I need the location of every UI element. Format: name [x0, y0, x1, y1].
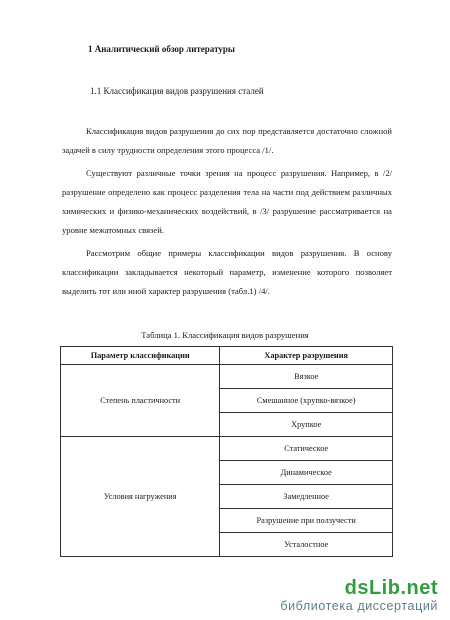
paragraph-line: разрушение определено как процесс разделения тела на части под действием различных	[62, 187, 392, 197]
paragraph-line: Рассмотрим общие примеры классификации видов разрушения. В основу	[86, 248, 392, 258]
table-cell-value: Хрупкое	[220, 413, 393, 437]
paragraph-2	[62, 164, 392, 240]
paragraph-line: классификации закладывается некоторый параметр, изменение которого позволяет	[62, 267, 392, 277]
subsection-heading: 1.1 Классификация видов разрушения сталей	[90, 86, 264, 96]
table-cell-value: Динамическое	[220, 461, 393, 485]
table-row	[61, 365, 393, 389]
watermark-subtitle: библиотека диссертаций	[280, 599, 438, 613]
table-header-character: Характер разрушения	[220, 347, 393, 365]
table-cell-value: Статическое	[220, 437, 393, 461]
table-cell-value: Разрушение при ползучести	[220, 509, 393, 533]
paragraph-line: химических и физико-механических воздействий, в /3/ разрушение рассматривается на	[62, 206, 392, 216]
classification-table	[60, 346, 393, 557]
table-cell-value: Усталостное	[220, 533, 393, 557]
paragraph-line: задачей в силу трудности определения этого процесса /1/.	[62, 145, 274, 155]
table-cell-value: Смешанное (хрупко-вязкое)	[220, 389, 393, 413]
table-row	[61, 437, 393, 461]
paragraph-1	[62, 122, 392, 160]
dslib-watermark	[280, 577, 438, 614]
table-cell-parameter: Условия нагружения	[61, 437, 220, 557]
table-cell-parameter: Степень пластичности	[61, 365, 220, 437]
section-heading: 1 Аналитический обзор литературы	[88, 44, 235, 54]
table-header-parameter: Параметр классификации	[61, 347, 220, 365]
table-cell-value: Вязкое	[220, 365, 393, 389]
watermark-logo: dsLib.net	[344, 577, 438, 599]
paragraph-line: уровне межатомных связей.	[62, 225, 164, 235]
paragraph-3	[62, 244, 392, 301]
paragraph-line: Существуют различные точки зрения на процесс разрушения. Например, в /2/	[86, 168, 392, 178]
paragraph-line: выделить тот или иной характер разрушения (табл.1) /4/.	[62, 286, 270, 296]
table-caption: Таблица 1. Классификация видов разрушения	[141, 330, 309, 340]
table-cell-value: Замедленное	[220, 485, 393, 509]
table-header-row	[61, 347, 393, 365]
paragraph-line: Классификация видов разрушения до сих пор представляется достаточно сложной	[86, 126, 392, 136]
